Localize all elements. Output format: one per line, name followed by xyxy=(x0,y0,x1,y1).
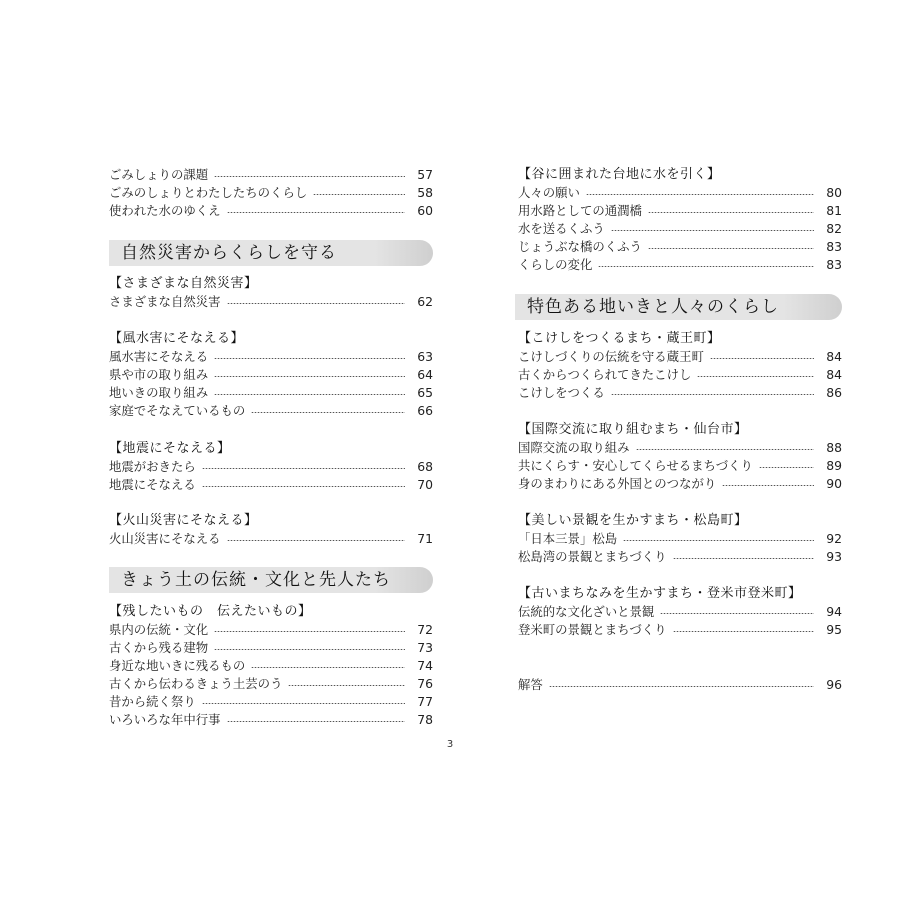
toc-subheading: 【残したいもの 伝えたいもの】 xyxy=(109,604,312,619)
toc-entry[interactable] xyxy=(518,384,842,402)
toc-entry-page: 70 xyxy=(417,477,433,492)
toc-entry-page: 64 xyxy=(417,367,433,382)
toc-entry-page: 60 xyxy=(417,203,433,218)
leader-dots xyxy=(586,194,814,195)
toc-entry[interactable] xyxy=(518,348,842,366)
toc-entry-title: 地いきの取り組み xyxy=(109,385,209,400)
toc-entry-title: さまざまな自然災害 xyxy=(109,294,221,309)
leader-dots xyxy=(214,376,405,377)
toc-entry[interactable] xyxy=(109,657,433,675)
toc-entry[interactable] xyxy=(109,476,433,494)
toc-entry-title: こけしづくりの伝統を守る蔵王町 xyxy=(518,349,704,364)
toc-entry-page: 73 xyxy=(417,640,433,655)
toc-entry-page: 88 xyxy=(826,440,842,455)
toc-entry-page: 89 xyxy=(826,458,842,473)
toc-entry-page: 57 xyxy=(417,167,433,182)
toc-subheading: 【地震にそなえる】 xyxy=(109,441,231,456)
leader-dots xyxy=(549,686,814,687)
toc-entry-title: 古くから残る建物 xyxy=(109,640,209,655)
toc-entry-page: 71 xyxy=(417,531,433,546)
toc-entry-page: 94 xyxy=(826,604,842,619)
toc-entry-title: 地震にそなえる xyxy=(109,477,196,492)
toc-subheading: 【国際交流に取り組むまち・仙台市】 xyxy=(518,422,748,437)
leader-dots xyxy=(251,412,405,413)
toc-entry-title: 家庭でそなえているもの xyxy=(109,403,246,418)
toc-entry-page: 86 xyxy=(826,385,842,400)
toc-entry-page: 90 xyxy=(826,476,842,491)
leader-dots xyxy=(611,394,814,395)
leader-dots xyxy=(227,303,405,304)
toc-entry-page: 83 xyxy=(826,257,842,272)
toc-entry[interactable] xyxy=(518,475,842,493)
toc-entry[interactable] xyxy=(109,711,433,729)
toc-entry-title: 伝統的な文化ざいと景観 xyxy=(518,604,655,619)
toc-entry-page: 80 xyxy=(826,185,842,200)
toc-entry-page: 81 xyxy=(826,203,842,218)
leader-dots xyxy=(673,558,814,559)
toc-entry[interactable] xyxy=(518,603,842,621)
toc-group-top-left xyxy=(109,166,433,220)
toc-entry[interactable] xyxy=(109,293,433,311)
leader-dots xyxy=(598,266,814,267)
toc-entry[interactable] xyxy=(109,402,433,420)
toc-entry-title: 共にくらす・安心してくらせるまちづくり xyxy=(518,458,753,473)
toc-entry-title: 登米町の景観とまちづくり xyxy=(518,622,667,637)
toc-entry[interactable] xyxy=(518,366,842,384)
leader-dots xyxy=(648,248,814,249)
toc-entry-title: 国際交流の取り組み xyxy=(518,440,630,455)
toc-entry[interactable] xyxy=(109,384,433,402)
toc-entry[interactable] xyxy=(518,457,842,475)
toc-entry-page: 82 xyxy=(826,221,842,236)
toc-entry[interactable] xyxy=(109,366,433,384)
toc-entry-title: ごみしょりの課題 xyxy=(109,167,209,182)
toc-entry-title: 「日本三景」松島 xyxy=(518,531,618,546)
leader-dots xyxy=(722,485,814,486)
toc-entry[interactable] xyxy=(518,202,842,220)
leader-dots xyxy=(214,358,405,359)
leader-dots xyxy=(214,176,405,177)
toc-entry[interactable] xyxy=(109,693,433,711)
leader-dots xyxy=(710,358,814,359)
leader-dots xyxy=(611,230,814,231)
toc-entry-title: 火山災害にそなえる xyxy=(109,531,221,546)
leader-dots xyxy=(202,486,405,487)
leader-dots xyxy=(697,376,814,377)
toc-subheading: 【火山災害にそなえる】 xyxy=(109,513,258,528)
leader-dots xyxy=(660,613,814,614)
leader-dots xyxy=(251,667,405,668)
toc-entry-page: 66 xyxy=(417,403,433,418)
toc-entry-title: 解答 xyxy=(518,677,543,692)
toc-subheading: 【谷に囲まれた台地に水を引く】 xyxy=(518,167,721,182)
toc-subheading: 【風水害にそなえる】 xyxy=(109,331,245,346)
leader-dots xyxy=(227,721,405,722)
toc-entry[interactable] xyxy=(518,256,842,274)
leader-dots xyxy=(648,212,814,213)
leader-dots xyxy=(636,449,814,450)
toc-entry-answers[interactable] xyxy=(518,676,842,694)
toc-entry[interactable] xyxy=(109,458,433,476)
toc-entry-page: 65 xyxy=(417,385,433,400)
toc-entry-page: 84 xyxy=(826,349,842,364)
toc-group-answers xyxy=(518,676,842,694)
toc-entry-page: 96 xyxy=(826,677,842,692)
page-number: 3 xyxy=(446,739,454,750)
toc-entry-page: 74 xyxy=(417,658,433,673)
leader-dots xyxy=(214,649,405,650)
toc-entry-page: 63 xyxy=(417,349,433,364)
toc-group xyxy=(109,512,433,548)
toc-entry[interactable] xyxy=(109,530,433,548)
toc-entry[interactable] xyxy=(518,220,842,238)
toc-entry-title: ごみのしょりとわたしたちのくらし xyxy=(109,185,308,200)
toc-entry-page: 84 xyxy=(826,367,842,382)
toc-entry-page: 68 xyxy=(417,459,433,474)
toc-entry-page: 72 xyxy=(417,622,433,637)
toc-group xyxy=(109,603,433,729)
toc-entry-title: 人々の願い xyxy=(518,185,580,200)
toc-entry-title: 用水路としての通潤橋 xyxy=(518,203,642,218)
toc-entry-title: じょうぶな橋のくふう xyxy=(518,239,642,254)
toc-group xyxy=(518,166,842,274)
toc-entry-title: くらしの変化 xyxy=(518,257,593,272)
toc-entry[interactable] xyxy=(109,184,433,202)
toc-entry-title: 古くから伝わるきょう土芸のう xyxy=(109,676,283,691)
toc-entry-title: こけしをつくる xyxy=(518,385,605,400)
toc-entry-title: 風水害にそなえる xyxy=(109,349,209,364)
toc-entry-title: 身のまわりにある外国とのつながり xyxy=(518,476,717,491)
toc-group xyxy=(518,585,842,639)
toc-entry[interactable] xyxy=(518,184,842,202)
leader-dots xyxy=(313,194,405,195)
section-heading: きょう土の伝統・文化と先人たち xyxy=(109,567,433,593)
toc-entry-title: 古くからつくられてきたこけし xyxy=(518,367,692,382)
toc-entry[interactable] xyxy=(109,202,433,220)
toc-subheading: 【美しい景観を生かすまち・松島町】 xyxy=(518,513,748,528)
toc-group xyxy=(518,512,842,566)
toc-entry-title: いろいろな年中行事 xyxy=(109,712,221,727)
leader-dots xyxy=(623,540,814,541)
toc-entry-page: 62 xyxy=(417,294,433,309)
leader-dots xyxy=(227,212,405,213)
toc-group xyxy=(518,421,842,493)
toc-entry-title: 地震がおきたら xyxy=(109,459,196,474)
toc-entry-title: 昔から続く祭り xyxy=(109,694,196,709)
toc-entry-title: 身近な地いきに残るもの xyxy=(109,658,246,673)
toc-entry-title: 水を送るくふう xyxy=(518,221,605,236)
leader-dots xyxy=(227,540,405,541)
toc-subheading: 【こけしをつくるまち・蔵王町】 xyxy=(518,331,721,346)
toc-entry[interactable] xyxy=(518,439,842,457)
leader-dots xyxy=(214,394,405,395)
toc-group xyxy=(109,275,433,311)
section-heading: 特色ある地いきと人々のくらし xyxy=(515,294,842,320)
leader-dots xyxy=(759,467,814,468)
leader-dots xyxy=(673,631,814,632)
toc-entry[interactable] xyxy=(109,166,433,184)
toc-entry-title: 県や市の取り組み xyxy=(109,367,209,382)
toc-entry-page: 92 xyxy=(826,531,842,546)
section-heading: 自然災害からくらしを守る xyxy=(109,240,433,266)
toc-entry-title: 使われた水のゆくえ xyxy=(109,203,221,218)
toc-entry-title: 県内の伝統・文化 xyxy=(109,622,209,637)
leader-dots xyxy=(288,685,405,686)
leader-dots xyxy=(202,703,405,704)
toc-entry-page: 76 xyxy=(417,676,433,691)
toc-entry-page: 83 xyxy=(826,239,842,254)
toc-entry-title: 松島湾の景観とまちづくり xyxy=(518,549,667,564)
toc-entry[interactable] xyxy=(109,348,433,366)
toc-entry[interactable] xyxy=(109,621,433,639)
toc-entry[interactable] xyxy=(518,548,842,566)
leader-dots xyxy=(202,468,405,469)
toc-entry[interactable] xyxy=(109,639,433,657)
leader-dots xyxy=(214,631,405,632)
toc-group xyxy=(109,440,433,494)
toc-entry-page: 95 xyxy=(826,622,842,637)
toc-subheading: 【さまざまな自然災害】 xyxy=(109,276,258,291)
toc-entry[interactable] xyxy=(518,621,842,639)
toc-entry-page: 78 xyxy=(417,712,433,727)
toc-entry[interactable] xyxy=(109,675,433,693)
toc-entry-page: 77 xyxy=(417,694,433,709)
toc-subheading: 【古いまちなみを生かすまち・登米市登米町】 xyxy=(518,586,802,601)
toc-entry[interactable] xyxy=(518,530,842,548)
toc-entry[interactable] xyxy=(518,238,842,256)
toc-entry-page: 93 xyxy=(826,549,842,564)
toc-group xyxy=(518,330,842,402)
toc-group xyxy=(109,330,433,420)
toc-entry-page: 58 xyxy=(417,185,433,200)
